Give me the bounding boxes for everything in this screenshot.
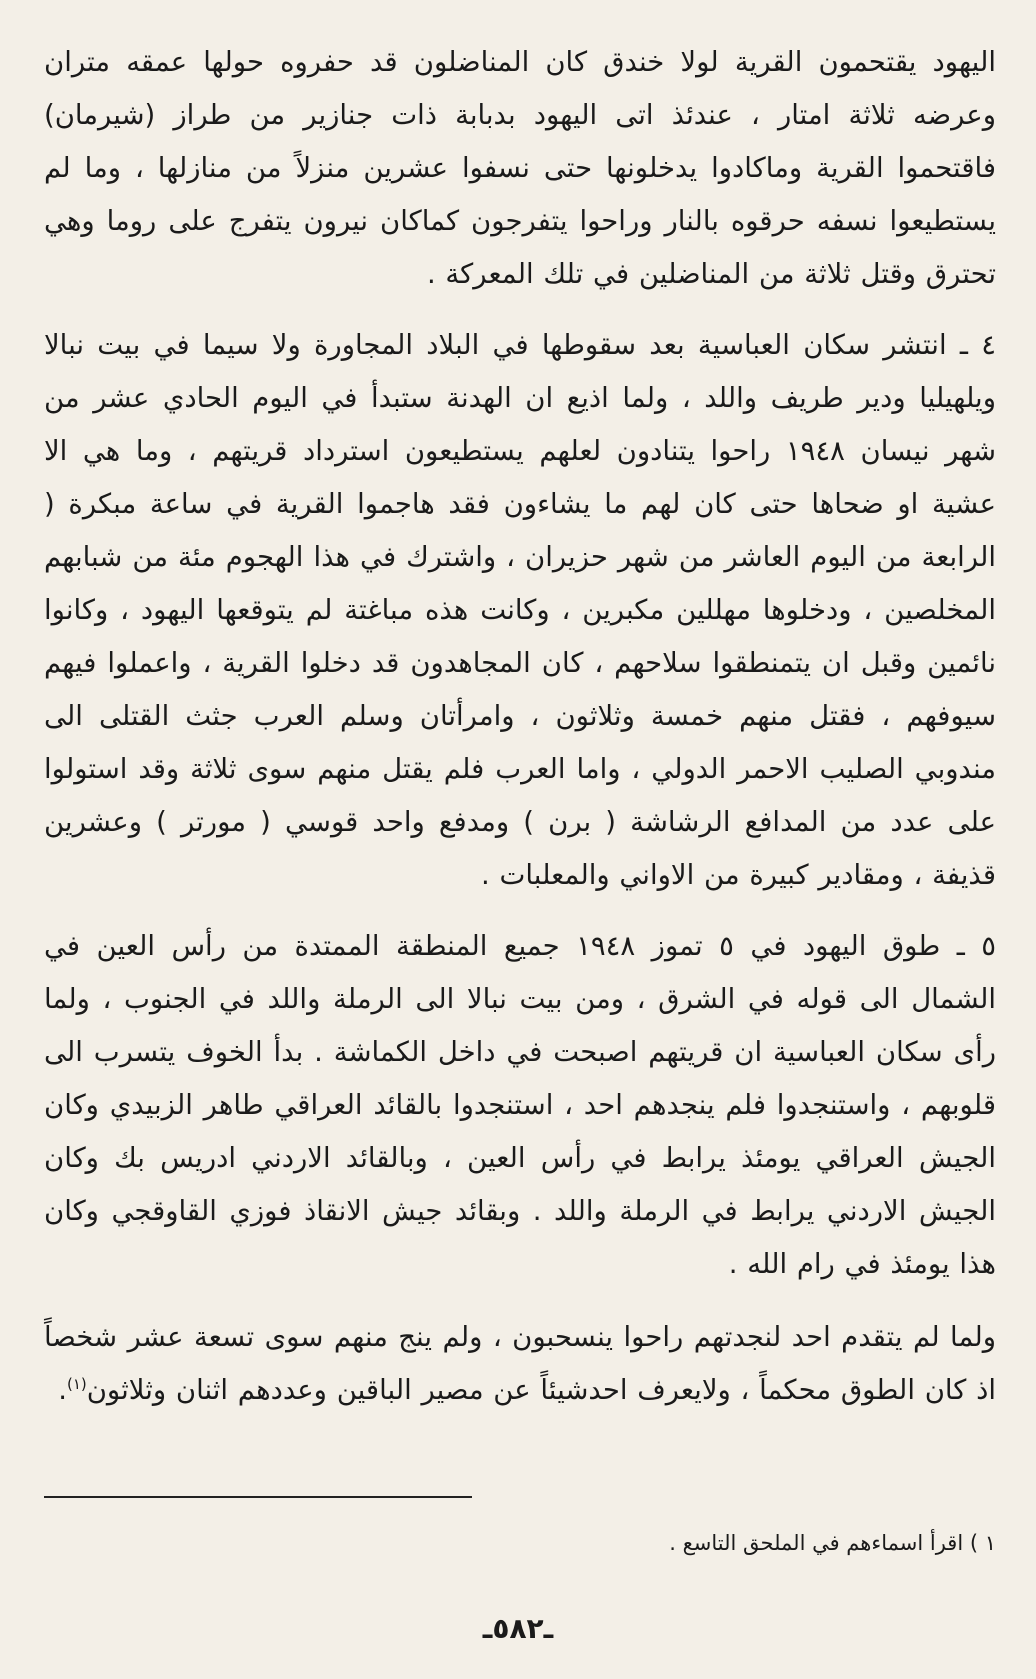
paragraph-1 [44,36,996,301]
final-period: . [58,1374,67,1406]
page-number: ـ٥٨٢ـ [482,1612,554,1645]
footnote-reference: (١) [66,1374,87,1393]
paragraph-final-text: ولما لم يتقدم احد لنجدتهم راحوا ينسحبون ، ولم ينج منهم سوى تسعة عشر شخصاً اذ كان الطوق محكماً ، ولايعرف احدشيئاً عن مصير الباقين وعددهم اثنان وثلاثون [44,1321,996,1406]
paragraph-1-text: اليهود يقتحمون القرية لولا خندق كان المناضلون قد حفروه حولها عمقه متران وعرضه ثلاثة امتار ، عندئذ اتى اليهود بدبابة ذات جنازير من طراز (شيرمان) فاقتحموا القرية وماكادوا يدخلونها حتى نسفوا عشرين منزلاً من منازلها ، وما لم يستطيعوا نسفه حرقوه بالنار وراحوا يتفرجون كماكان نيرون يتفرج على روما وهي تحترق وقتل ثلاثة من المناضلين في تلك المعركة . [44,46,996,290]
paragraph-4-text: ٤ ـ انتشر سكان العباسية بعد سقوطها في البلاد المجاورة ولا سيما في بيت نبالا ويلهيليا ودير طريف واللد ، ولما اذيع ان الهدنة ستبدأ في اليوم الحادي عشر من شهر نيسان ١٩٤٨ راحوا يتنادون لعلهم يستطيعون استرداد قريتهم ، وما هي الا عشية او ضحاها حتى كان لهم ما يشاءون فقد هاجموا القرية في ساعة مبكرة ( الرابعة من اليوم العاشر من شهر حزيران ، واشترك في هذا الهجوم مئة من شبابهم المخلصين ، ودخلوها مهللين مكبرين ، وكانت هذه مباغتة لم يتوقعها اليهود ، وكانوا نائمين وقبل ان يتمنطقوا سلاحهم ، كان المجاهدون قد دخلوا القرية ، واعملوا فيهم سيوفهم ، فقتل منهم خمسة وثلاثون ، وامرأتان وسلم العرب جثث القتلى الى مندوبي الصليب الاحمر الدولي ، واما العرب فلم يقتل منهم سوى ثلاثة وقد استولوا على عدد من المدافع الرشاشة ( برن ) ومدفع واحد قوسي ( مورتر ) وعشرين قذيفة ، ومقادير كبيرة من الاواني والمعلبات . [44,329,996,891]
paragraph-final [44,1311,996,1417]
paragraph-4 [44,319,996,902]
paragraph-5-text: ٥ ـ طوق اليهود في ٥ تموز ١٩٤٨ جميع المنطقة الممتدة من رأس العين في الشمال الى قوله في الشرق ، ومن بيت نبالا الى الرملة واللد في الجنوب ، ولما رأى سكان العباسية ان قريتهم اصبحت في داخل الكماشة . بدأ الخوف يتسرب الى قلوبهم ، واستنجدوا فلم ينجدهم احد ، استنجدوا بالقائد العراقي طاهر الزبيدي وكان الجيش العراقي يومئذ يرابط في رأس العين ، وبالقائد الاردني ادريس بك وكان الجيش الاردني يرابط في الرملة واللد . وبقائد جيش الانقاذ فوزي القاوقجي وكان هذا يومئذ في رام الله . [44,930,996,1280]
footnote: ١ ) اقرأ اسماءهم في الملحق التاسع . [669,1531,996,1555]
paragraph-5 [44,920,996,1291]
footnote-divider [44,1496,472,1498]
main-text [44,36,996,1417]
